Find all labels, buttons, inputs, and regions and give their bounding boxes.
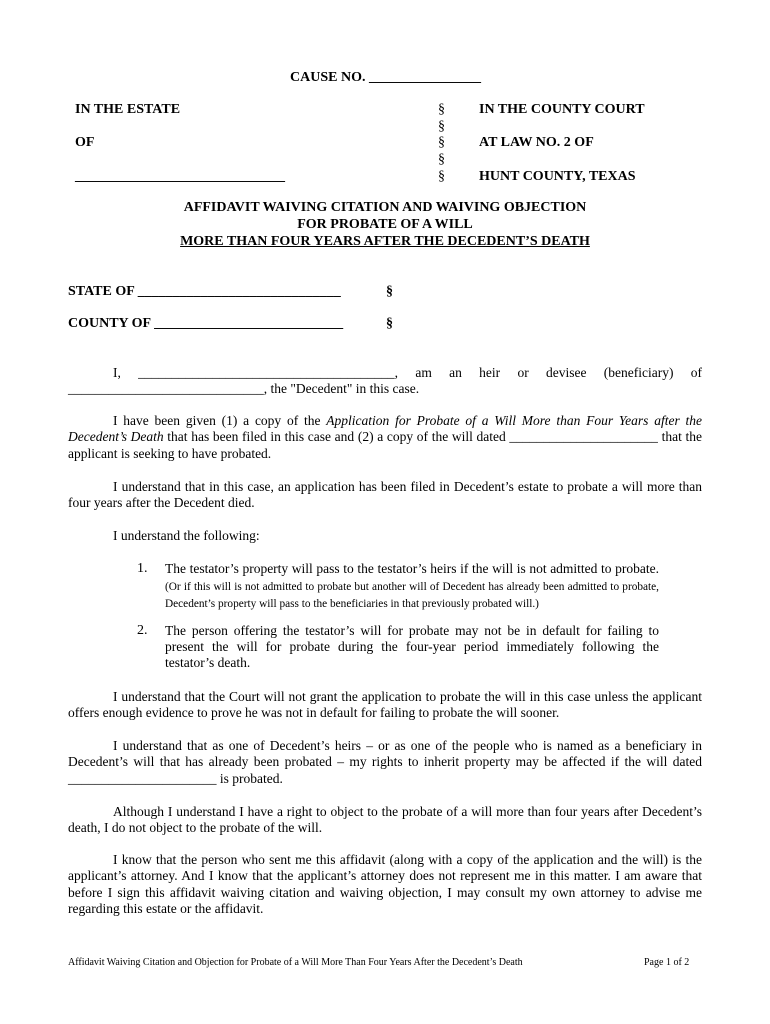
state-label: STATE OF: [68, 284, 135, 299]
paragraph-court-grant: I understand that the Court will not grant the application to probate the will in this case unless the applicant offers enough evidence to prove he was not in default for failing to probate the will sooner.: [68, 689, 702, 721]
venue-mark: §: [386, 284, 393, 299]
heir-name-blank[interactable]: ______________________________________: [138, 365, 395, 380]
paragraph-heir: I, ______________________________________, am an heir or devisee (beneficiary) of _____________________________, the "Decedent" in this case.: [68, 365, 702, 397]
state-blank[interactable]: _____________________________: [137, 284, 341, 299]
cause-number: [290, 70, 481, 86]
county-label: COUNTY OF: [68, 316, 151, 331]
section-mark: §: [438, 169, 445, 184]
list-number: 1.: [137, 561, 148, 576]
paragraph-rights-affected: I understand that as one of Decedent’s heirs – or as one of the people who is named as a beneficiary in Decedent’s will that has already been probated – my rights to inherit property may be affected if the will dated ______________________ is probated.: [68, 738, 702, 786]
caption-right-law: AT LAW NO. 2 OF: [479, 135, 594, 150]
paragraph-no-objection: Although I understand I have a right to object to the probate of a will more than four years after Decedent’s death, I do not object to the probate of the will.: [68, 804, 702, 836]
footer-title: Affidavit Waiving Citation and Objection for Probate of a Will More Than Four Years After the Decedent’s Death: [68, 957, 523, 968]
section-mark: §: [438, 102, 445, 117]
section-mark: §: [438, 119, 445, 134]
venue-mark: §: [386, 316, 393, 331]
caption-right-county: HUNT COUNTY, TEXAS: [479, 169, 636, 184]
section-mark: §: [438, 152, 445, 167]
venue-state: [68, 284, 341, 300]
paragraph-understand-following: I understand the following:: [113, 528, 260, 543]
paragraph-application-filed: I understand that in this case, an application has been filed in Decedent’s estate to probate a will more than four years after the Decedent died.: [68, 479, 702, 511]
caption-right-court: IN THE COUNTY COURT: [479, 102, 645, 117]
title-line1: AFFIDAVIT WAIVING CITATION AND WAIVING OBJECTION: [183, 200, 587, 215]
title-line2: FOR PROBATE OF A WILL: [297, 217, 473, 232]
section-mark: §: [438, 135, 445, 150]
cause-label: CAUSE NO.: [290, 70, 366, 85]
list-number: 2.: [137, 623, 148, 638]
paragraph-attorney: I know that the person who sent me this affidavit (along with a copy of the application and the will) is the applicant’s attorney. And I know that the applicant’s attorney does not represent me in this matter. I am aware that before I sign this affidavit waiving citation and waiving objection, I may consult my own attorney to advise me regarding this estate or the affidavit.: [68, 852, 702, 917]
cause-blank[interactable]: ________________: [368, 70, 481, 85]
caption-left-of: OF: [75, 135, 95, 150]
county-blank[interactable]: ___________________________: [154, 316, 344, 331]
caption-left-estate: IN THE ESTATE: [75, 102, 181, 117]
decedent-name-blank[interactable]: _____________________________: [68, 381, 264, 397]
paragraph-given-copy: I have been given (1) a copy of the Application for Probate of a Will More than Four Years after the Decedent’s Death that has been filed in this case and (2) a copy of the will dated ______________________ that the applicant is seeking to have probated.: [68, 413, 703, 461]
list-item-heirs: The testator’s property will pass to the testator’s heirs if the will is not admitted to probate. (Or if this will is not admitted to probate but another will of Decedent has already been admitted to probate, Decedent’s property will pass to the beneficiaries in that previously probated will.): [165, 561, 659, 610]
caption-left-blank[interactable]: ______________________________: [75, 169, 285, 184]
list-item-default: The person offering the testator’s will for probate may not be in default for failing to present the will for probate during the four-year period immediately following the testator’s death.: [165, 623, 659, 670]
page-number: Page 1 of 2: [644, 957, 690, 968]
title-line3: MORE THAN FOUR YEARS AFTER THE DECEDENT’S DEATH: [180, 234, 590, 249]
venue-county: [68, 316, 343, 332]
